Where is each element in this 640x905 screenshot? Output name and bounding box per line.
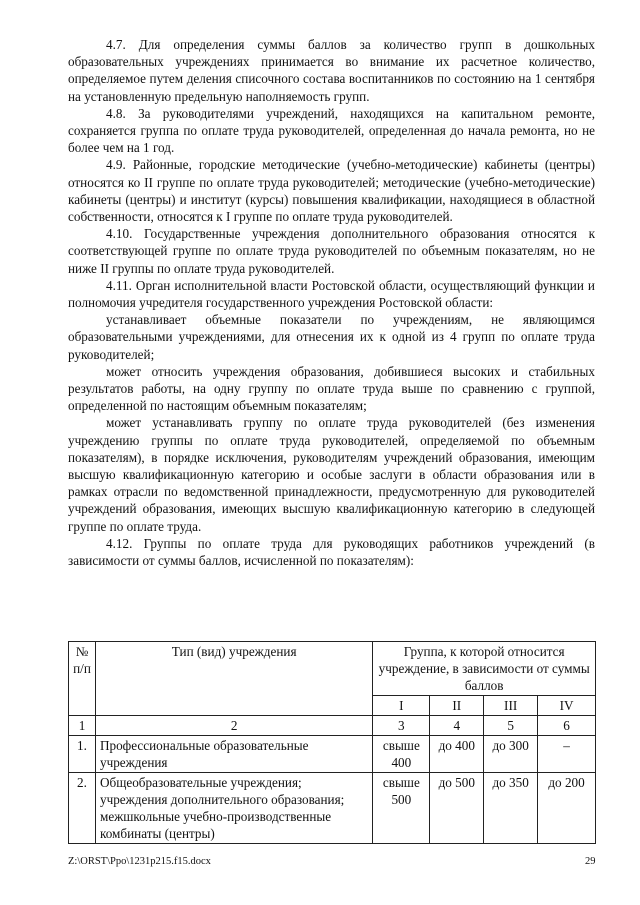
row-group-ii: до 500 (430, 773, 484, 844)
header-number: № п/п (69, 642, 96, 716)
paragraph-4-11-item-3: может устанавливать группу по оплате труда руководителей (без изменения учреждению группы по оплате труда руководителей, определяемой по объемным показателям), в порядке исключения, руководителям учреждений образования, имеющим высшую квалификационную категорию и особые заслуги в области образования или в рамках отрасли по ведомственной принадлежности, предусмотренную для руководителей учреждений образования, имеющих высшую квалификационную категорию в следующей группе по оплате труда. (68, 415, 595, 534)
index-cell: 1 (69, 716, 96, 736)
index-cell: 3 (373, 716, 430, 736)
index-cell: 4 (430, 716, 484, 736)
paragraph-4-10: 4.10. Государственные учреждения дополнительного образования относятся к соответствующей группе по оплате труда руководителей по объемным показателям, но не ниже II группы по оплате труда руководителей. (68, 226, 595, 276)
row-group-i: свыше 400 (373, 736, 430, 773)
paragraph-4-11-item-2: может относить учреждения образования, добившиеся высоких и стабильных результатов работы, на одну группу по оплате труда выше по сравнению с группой, определенной по настоящим объемным показателям; (68, 363, 595, 414)
group-i: I (373, 696, 430, 716)
pay-group-table (68, 641, 596, 844)
row-group-i: свыше 500 (373, 773, 430, 844)
row-group-iv: до 200 (538, 773, 596, 844)
row-group-iv: – (538, 736, 596, 773)
group-ii: II (430, 696, 484, 716)
row-type: Профессиональные образовательные учреждения (95, 736, 372, 773)
table-row (69, 773, 596, 844)
index-cell: 5 (484, 716, 538, 736)
footer-file-path: Z:\ORST\Ppo\1231p215.f15.docx (68, 856, 211, 867)
row-number: 2. (69, 773, 96, 844)
table-header-row (69, 642, 596, 696)
paragraph-4-8: 4.8. За руководителями учреждений, находящихся на капитальном ремонте, сохраняется группа по оплате труда руководителей, определенная до начала ремонта, но не более чем на 1 год. (68, 105, 595, 156)
paragraph-4-12: 4.12. Группы по оплате труда для руководящих работников учреждений (в зависимости от суммы баллов, исчисленной по показателям): (68, 535, 595, 569)
row-group-iii: до 350 (484, 773, 538, 844)
row-number: 1. (69, 736, 96, 773)
group-iii: III (484, 696, 538, 716)
group-iv: IV (538, 696, 596, 716)
row-type: Общеобразовательные учреждения; учреждения дополнительного образования; межшкольные учебно-производственные комбинаты (центры) (95, 773, 372, 844)
header-institution-type: Тип (вид) учреждения (95, 642, 372, 716)
table-index-row (69, 716, 596, 736)
paragraph-4-11: 4.11. Орган исполнительной власти Ростовской области, осуществляющий функции и полномочия учредителя государственного учреждения Ростовской области: (68, 277, 595, 311)
row-group-ii: до 400 (430, 736, 484, 773)
index-cell: 6 (538, 716, 596, 736)
document-body (68, 36, 595, 569)
footer-page-number: 29 (585, 856, 596, 867)
row-group-iii: до 300 (484, 736, 538, 773)
header-group: Группа, к которой относится учреждение, в зависимости от суммы баллов (373, 642, 596, 696)
paragraph-4-11-item-1: устанавливает объемные показатели по учреждениям, не являющимся образовательными учреждениями, для отнесения их к одной из 4 групп по оплате труда руководителей; (68, 312, 595, 362)
table-row (69, 736, 596, 773)
paragraph-4-7: 4.7. Для определения суммы баллов за количество групп в дошкольных образовательных учреждениях принимается во внимание их расчетное количество, определяемое путем деления списочного состава воспитанников по состоянию на 1 сентября на установленную предельную наполняемость групп. (68, 37, 595, 104)
index-cell: 2 (95, 716, 372, 736)
paragraph-4-9: 4.9. Районные, городские методические (учебно-методические) кабинеты (центры) относятся ко II группе по оплате труда руководителей; методические (учебно-методические) кабинеты (центры) и институт (курсы) повышения квалификации, находящиеся в областной собственности, относятся к I группе по оплате труда руководителей. (68, 157, 595, 225)
